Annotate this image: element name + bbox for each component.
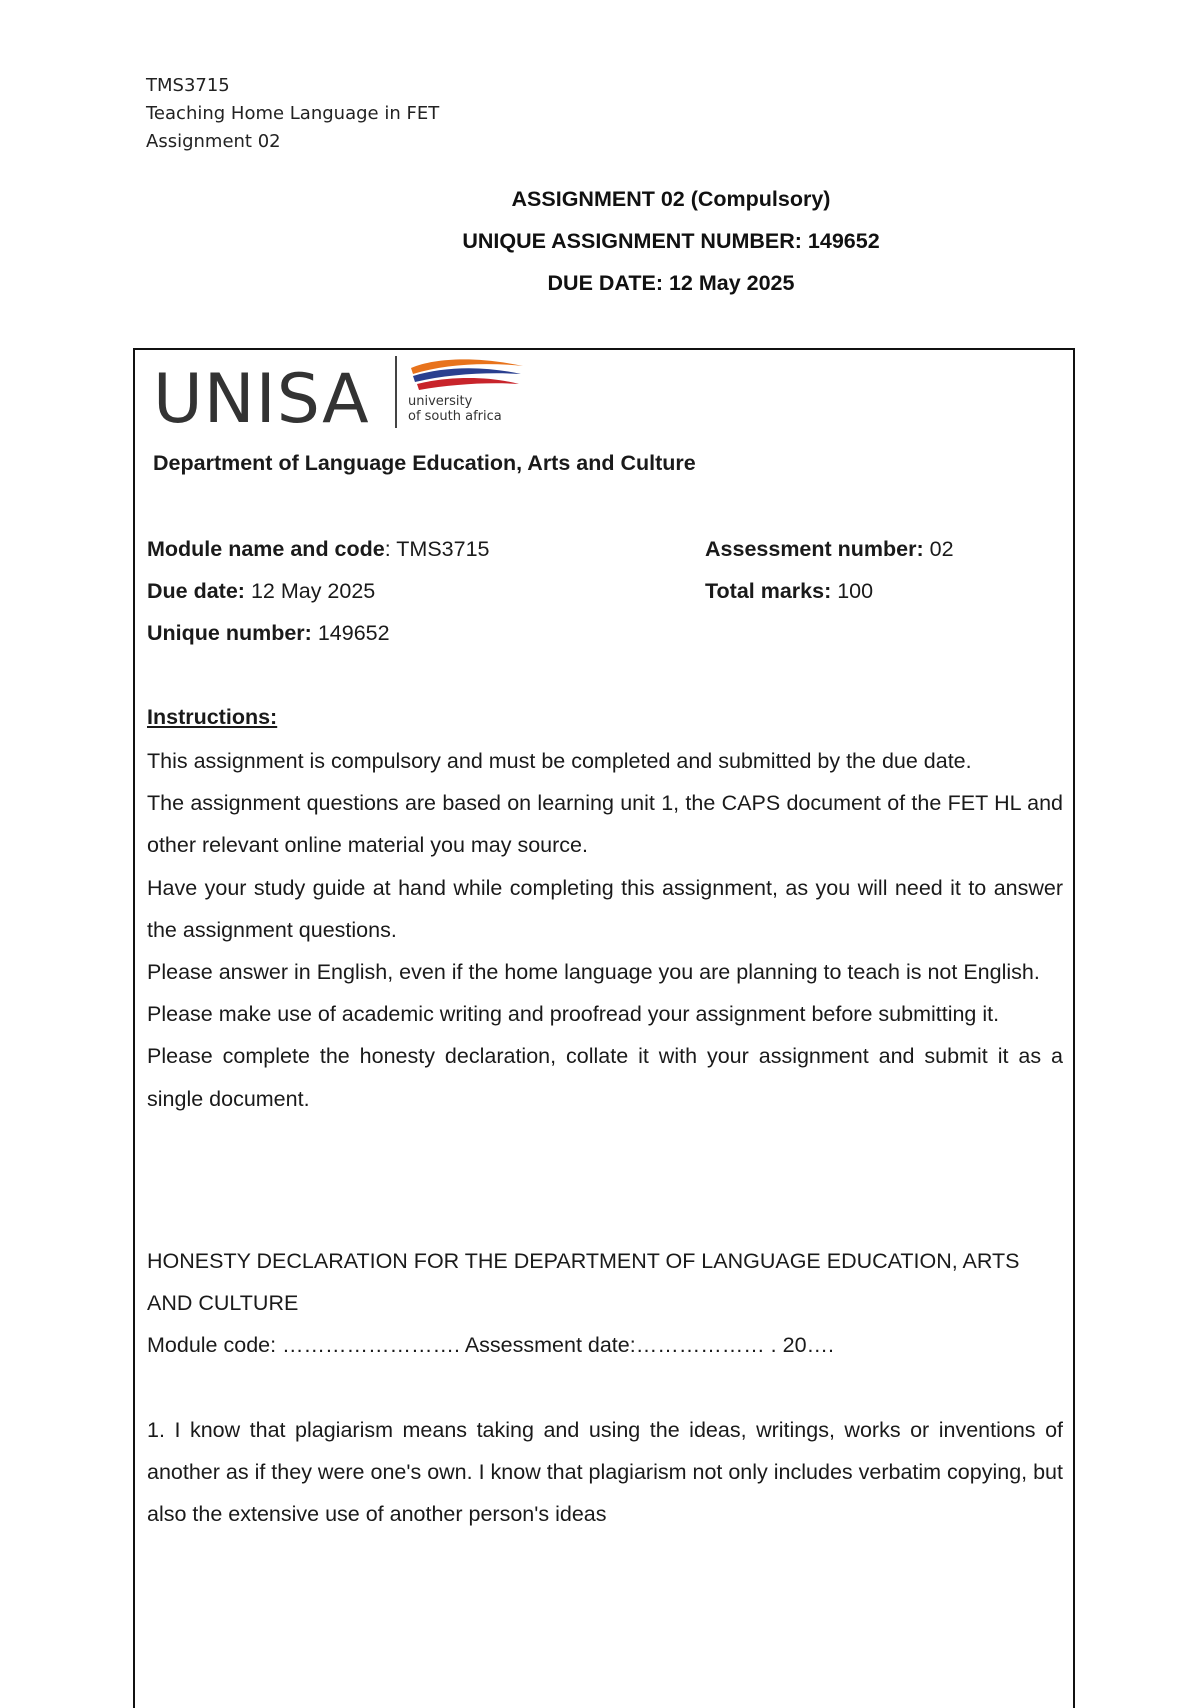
module-value: : TMS3715 — [384, 537, 490, 561]
unisa-logo — [153, 354, 533, 439]
honesty-declaration — [147, 1240, 1063, 1535]
instructions-body — [147, 740, 1063, 1120]
cover-box — [133, 348, 1075, 1708]
running-header — [146, 72, 439, 156]
spacer — [147, 1367, 1063, 1409]
assignment-title: ASSIGNMENT 02 (Compulsory) — [511, 187, 831, 211]
unique-label: Unique number: — [147, 621, 312, 645]
instruction-paragraph: The assignment questions are based on learning unit 1, the CAPS document of the FET HL and other relevant online material you may source. — [147, 791, 1063, 858]
marks-label: Total marks: — [705, 579, 832, 603]
assessment-value: 02 — [923, 537, 954, 561]
title-block — [0, 178, 1200, 304]
logo-tagline-line1: university — [408, 394, 473, 409]
department-name: Department of Language Education, Arts and Culture — [153, 451, 696, 475]
marks-value: 100 — [831, 579, 874, 603]
unique-assignment-number: UNIQUE ASSIGNMENT NUMBER: 149652 — [462, 229, 880, 253]
module-label: Module name and code — [147, 537, 385, 561]
instruction-paragraph: Please complete the honesty declaration, collate it with your assignment and submit it as a single document. — [147, 1044, 1063, 1111]
instruction-paragraph: Please make use of academic writing and proofread your assignment before submitting it. — [147, 1002, 1000, 1027]
assessment-label: Assessment number: — [705, 537, 924, 561]
module-name-code — [147, 534, 490, 564]
header-assignment: Assignment 02 — [146, 131, 281, 152]
logo-tagline-line2: of south africa — [408, 409, 502, 424]
declaration-point-1: 1. I know that plagiarism means taking and using the ideas, writings, works or inventions of another as if they were one's own. I know that plagiarism not only includes verbatim copying, but also the extensive use of another person's ideas — [147, 1417, 1063, 1527]
logo-wordmark: UNISA — [153, 360, 370, 439]
instruction-paragraph: Please answer in English, even if the home language you are planning to teach is not English. — [147, 960, 1040, 985]
total-marks — [705, 576, 873, 606]
instruction-paragraph: This assignment is compulsory and must be completed and submitted by the due date. — [147, 749, 972, 773]
unique-value: 149652 — [311, 621, 390, 645]
due-date — [147, 576, 375, 606]
logo-divider — [395, 356, 397, 428]
unique-number — [147, 618, 390, 648]
header-module-title: Teaching Home Language in FET — [146, 103, 440, 124]
instructions-heading: Instructions: — [147, 705, 278, 729]
declaration-heading: HONESTY DECLARATION FOR THE DEPARTMENT OF LANGUAGE EDUCATION, ARTS AND CULTURE — [147, 1249, 1020, 1316]
declaration-module-code-line: Module code: ……………………. Assessment date:……………… . 20…. — [147, 1333, 835, 1358]
flag-swoosh-icon — [405, 358, 525, 394]
logo-tagline — [408, 394, 502, 424]
assessment-number — [705, 534, 954, 564]
instruction-paragraph: Have your study guide at hand while completing this assignment, as you will need it to answer the assignment questions. — [147, 875, 1063, 942]
due-label: Due date: — [147, 579, 245, 603]
header-module-code: TMS3715 — [146, 75, 230, 96]
due-date-title: DUE DATE: 12 May 2025 — [547, 271, 795, 295]
due-value: 12 May 2025 — [244, 579, 376, 603]
